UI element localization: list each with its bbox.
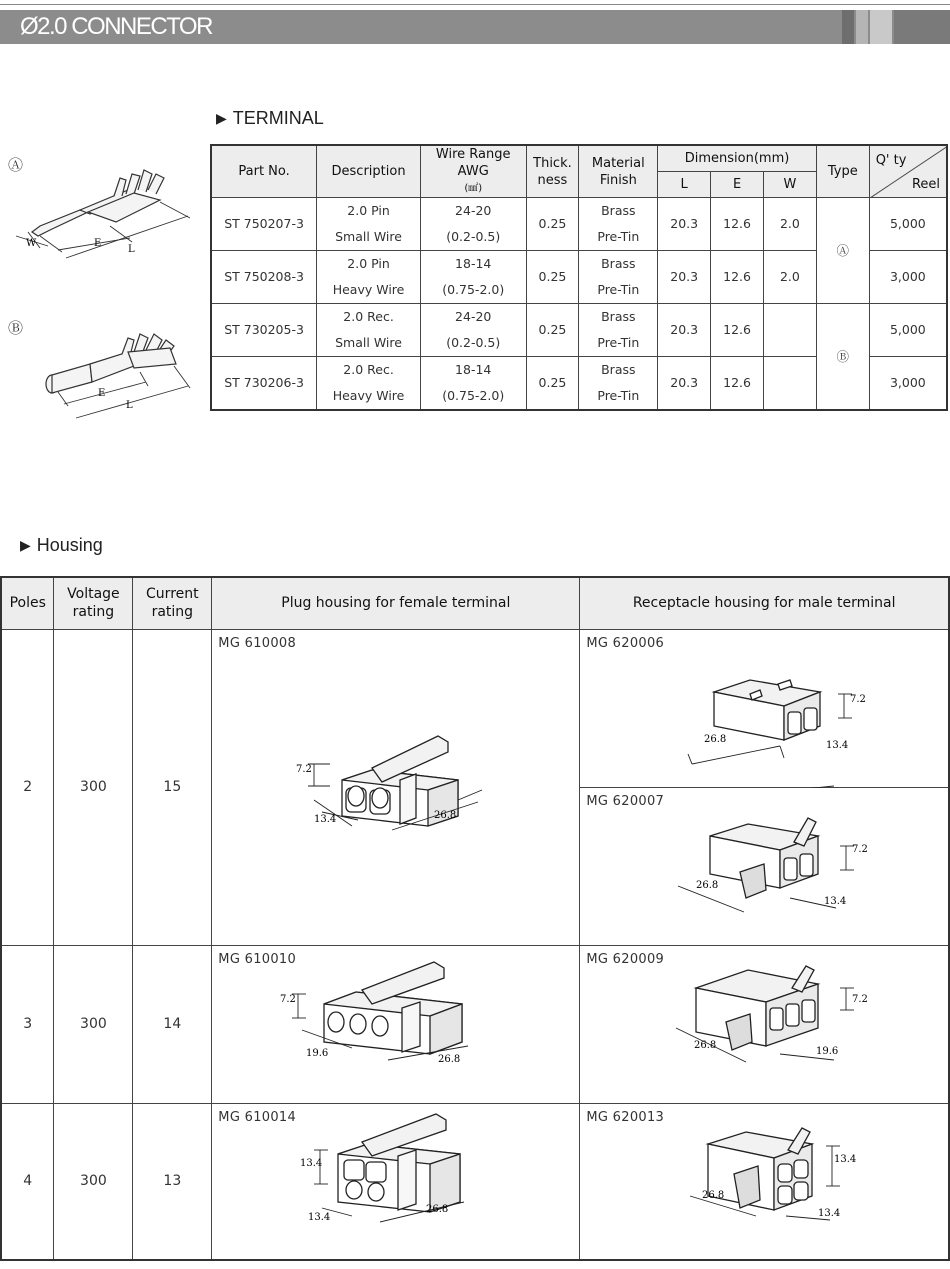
material-line: Pre-Tin — [597, 388, 640, 403]
header-decor-block — [870, 10, 892, 44]
dim-w-cell — [764, 304, 817, 357]
dim-e-cell: 12.6 — [711, 357, 764, 411]
reel-label: Reel — [911, 177, 940, 192]
poles-cell: 3 — [1, 945, 54, 1103]
material-cell — [579, 304, 658, 357]
material-line: Pre-Tin — [597, 335, 640, 350]
dim-e-cell: 12.6 — [711, 251, 764, 304]
receptacle-housing-cell — [580, 1103, 949, 1260]
material-line: Brass — [601, 362, 636, 377]
wire-line: (0.75-2.0) — [442, 388, 505, 403]
material-line: Pre-Tin — [597, 229, 640, 244]
header-top-rule — [0, 4, 950, 5]
poles-cell: 4 — [1, 1103, 54, 1260]
col-voltage — [54, 577, 133, 629]
dim-width: 13.4 — [818, 1207, 841, 1219]
col-dim-w: W — [764, 171, 817, 197]
current-label-2: rating — [151, 604, 194, 621]
dim-l-cell: 20.3 — [658, 198, 711, 251]
dim-label-e: E — [98, 388, 106, 399]
current-cell: 14 — [133, 945, 212, 1103]
voltage-label-1: Voltage — [67, 586, 120, 603]
dim-width: 13.4 — [314, 813, 337, 825]
dim-height: 7.2 — [280, 993, 297, 1005]
terminal-table — [210, 144, 948, 411]
current-cell: 15 — [133, 629, 212, 945]
wire-range-label: Wire Range — [435, 147, 511, 162]
receptacle-housing-cell — [580, 787, 949, 945]
col-poles: Poles — [1, 577, 54, 629]
triangle-bullet-icon: ▶ — [20, 537, 31, 553]
plug-housing-cell — [212, 945, 580, 1103]
dim-label-e: E — [94, 238, 102, 249]
wire-line: 18-14 — [455, 362, 492, 377]
part-no-cell: ST 730206-3 — [211, 357, 317, 411]
wire-cell — [420, 357, 526, 411]
wire-cell — [420, 198, 526, 251]
dim-l-cell: 20.3 — [658, 357, 711, 411]
part-no-cell: ST 750208-3 — [211, 251, 317, 304]
qty-cell: 5,000 — [869, 304, 947, 357]
plug-2pole-drawing-icon — [212, 630, 581, 946]
col-wire-range — [420, 145, 526, 198]
receptacle-2pole-drawing-icon — [580, 630, 950, 788]
table-row — [1, 629, 949, 787]
wire-line: (0.2-0.5) — [446, 335, 501, 350]
housing-table — [0, 576, 950, 1261]
receptacle-housing-cell — [580, 945, 949, 1103]
dim-length: 26.8 — [438, 1053, 461, 1065]
housing-section-title: ▶ Housing — [20, 535, 103, 555]
col-plug-housing: Plug housing for female terminal — [212, 577, 580, 629]
dim-label-l: L — [128, 244, 135, 255]
triangle-bullet-icon: ▶ — [216, 110, 227, 126]
qty-cell: 5,000 — [869, 198, 947, 251]
receptacle-4pole-drawing-icon — [580, 1104, 950, 1261]
material-line: Brass — [601, 203, 636, 218]
thickness-label-2: ness — [537, 172, 568, 188]
col-dim-e: E — [711, 171, 764, 197]
material-label-2: Finish — [599, 172, 637, 188]
desc-line: Small Wire — [335, 335, 402, 350]
material-cell — [579, 251, 658, 304]
plug-housing-cell — [212, 1103, 580, 1260]
dim-width: 19.6 — [306, 1047, 329, 1059]
voltage-cell: 300 — [54, 1103, 133, 1260]
awg-label: AWG — [457, 164, 489, 179]
thickness-cell: 0.25 — [526, 198, 579, 251]
part-number: MG 610014 — [218, 1109, 297, 1125]
current-label-1: Current — [146, 586, 199, 603]
part-number: MG 620006 — [586, 635, 665, 651]
table-row — [211, 198, 947, 251]
dim-label-w: W — [26, 238, 37, 249]
header-decor-block — [894, 10, 950, 44]
dim-length: 26.8 — [702, 1189, 725, 1201]
receptacle-housing-cell — [580, 629, 949, 787]
current-cell: 13 — [133, 1103, 212, 1260]
page-header-bar — [0, 10, 950, 44]
thickness-cell: 0.25 — [526, 304, 579, 357]
col-receptacle-housing: Receptacle housing for male terminal — [580, 577, 949, 629]
desc-line: Heavy Wire — [332, 282, 405, 297]
col-thickness — [526, 145, 579, 198]
dim-l-cell: 20.3 — [658, 251, 711, 304]
material-cell — [579, 357, 658, 411]
qty-label: Q' ty — [875, 153, 907, 168]
dim-e-cell: 12.6 — [711, 304, 764, 357]
dim-length: 26.8 — [704, 733, 727, 745]
dim-width: 13.4 — [824, 895, 847, 907]
qty-cell: 3,000 — [869, 251, 947, 304]
plug-4pole-drawing-icon — [212, 1104, 581, 1261]
receptacle-3pole-drawing-icon — [580, 946, 950, 1104]
wire-line: 24-20 — [455, 309, 492, 324]
wire-line: 18-14 — [455, 256, 492, 271]
material-line: Pre-Tin — [597, 282, 640, 297]
dim-height: 7.2 — [850, 693, 867, 705]
part-number: MG 610008 — [218, 635, 297, 651]
marker-b: Ⓑ — [8, 319, 24, 337]
desc-line: 2.0 Pin — [347, 256, 390, 271]
plug-housing-cell — [212, 629, 580, 945]
header-decor-block — [856, 10, 868, 44]
col-part-no: Part No. — [211, 145, 317, 198]
dim-l-cell: 20.3 — [658, 304, 711, 357]
description-cell — [317, 251, 421, 304]
wire-line: (0.2-0.5) — [446, 229, 501, 244]
table-row — [1, 1103, 949, 1260]
desc-line: 2.0 Rec. — [343, 362, 394, 377]
terminal-a-drawing-icon — [10, 160, 200, 280]
receptacle-2pole-latch-drawing-icon — [580, 788, 950, 946]
dim-length: 26.8 — [426, 1203, 449, 1215]
wire-line: (0.75-2.0) — [442, 282, 505, 297]
wire-cell — [420, 251, 526, 304]
desc-line: 2.0 Rec. — [343, 309, 394, 324]
description-cell — [317, 198, 421, 251]
dim-width: 19.6 — [816, 1045, 839, 1057]
dim-length: 26.8 — [434, 809, 457, 821]
material-cell — [579, 198, 658, 251]
desc-line: Small Wire — [335, 229, 402, 244]
voltage-cell: 300 — [54, 945, 133, 1103]
dim-height: 7.2 — [852, 843, 869, 855]
wire-line: 24-20 — [455, 203, 492, 218]
dim-height: 7.2 — [852, 993, 869, 1005]
terminal-b-drawing-icon — [30, 326, 205, 436]
mm2-label: (㎟) — [464, 183, 483, 194]
dim-w-cell: 2.0 — [764, 198, 817, 251]
col-description: Description — [317, 145, 421, 198]
col-qty-reel — [869, 145, 947, 198]
part-number: MG 620013 — [586, 1109, 665, 1125]
dim-length: 26.8 — [694, 1039, 717, 1051]
dim-width: 13.4 — [826, 739, 849, 751]
col-material — [579, 145, 658, 198]
voltage-cell: 300 — [54, 629, 133, 945]
terminal-section-title: ▶ TERMINAL — [216, 108, 324, 128]
poles-cell: 2 — [1, 629, 54, 945]
material-line: Brass — [601, 256, 636, 271]
description-cell — [317, 304, 421, 357]
plug-3pole-drawing-icon — [212, 946, 581, 1104]
part-number: MG 620007 — [586, 793, 665, 809]
part-number: MG 610010 — [218, 951, 297, 967]
marker-a: Ⓐ — [8, 156, 24, 174]
dim-length: 26.8 — [696, 879, 719, 891]
dim-e-cell: 12.6 — [711, 198, 764, 251]
part-no-cell: ST 730205-3 — [211, 304, 317, 357]
wire-cell — [420, 304, 526, 357]
table-row — [211, 304, 947, 357]
col-dimension: Dimension(mm) — [658, 145, 817, 171]
dim-w-cell: 2.0 — [764, 251, 817, 304]
dim-height: 13.4 — [834, 1153, 857, 1165]
header-decor-block — [842, 10, 854, 44]
type-cell-b: Ⓑ — [816, 304, 869, 411]
part-number: MG 620009 — [586, 951, 665, 967]
material-label-1: Material — [591, 155, 645, 171]
dim-width: 13.4 — [308, 1211, 331, 1223]
desc-line: Heavy Wire — [332, 388, 405, 403]
page-title: Ø2.0 CONNECTOR — [20, 13, 212, 40]
dim-w-cell — [764, 357, 817, 411]
part-no-cell: ST 750207-3 — [211, 198, 317, 251]
dim-height: 7.2 — [296, 763, 313, 775]
material-line: Brass — [601, 309, 636, 324]
dim-label-l: L — [126, 400, 133, 411]
description-cell — [317, 357, 421, 411]
thickness-cell: 0.25 — [526, 251, 579, 304]
thickness-label-1: Thick. — [533, 155, 572, 171]
thickness-cell: 0.25 — [526, 357, 579, 411]
voltage-label-2: rating — [72, 604, 115, 621]
dim-height: 13.4 — [300, 1157, 323, 1169]
table-row — [1, 945, 949, 1103]
qty-cell: 3,000 — [869, 357, 947, 411]
col-type: Type — [816, 145, 869, 198]
col-current — [133, 577, 212, 629]
desc-line: 2.0 Pin — [347, 203, 390, 218]
type-cell-a: Ⓐ — [816, 198, 869, 304]
col-dim-l: L — [658, 171, 711, 197]
